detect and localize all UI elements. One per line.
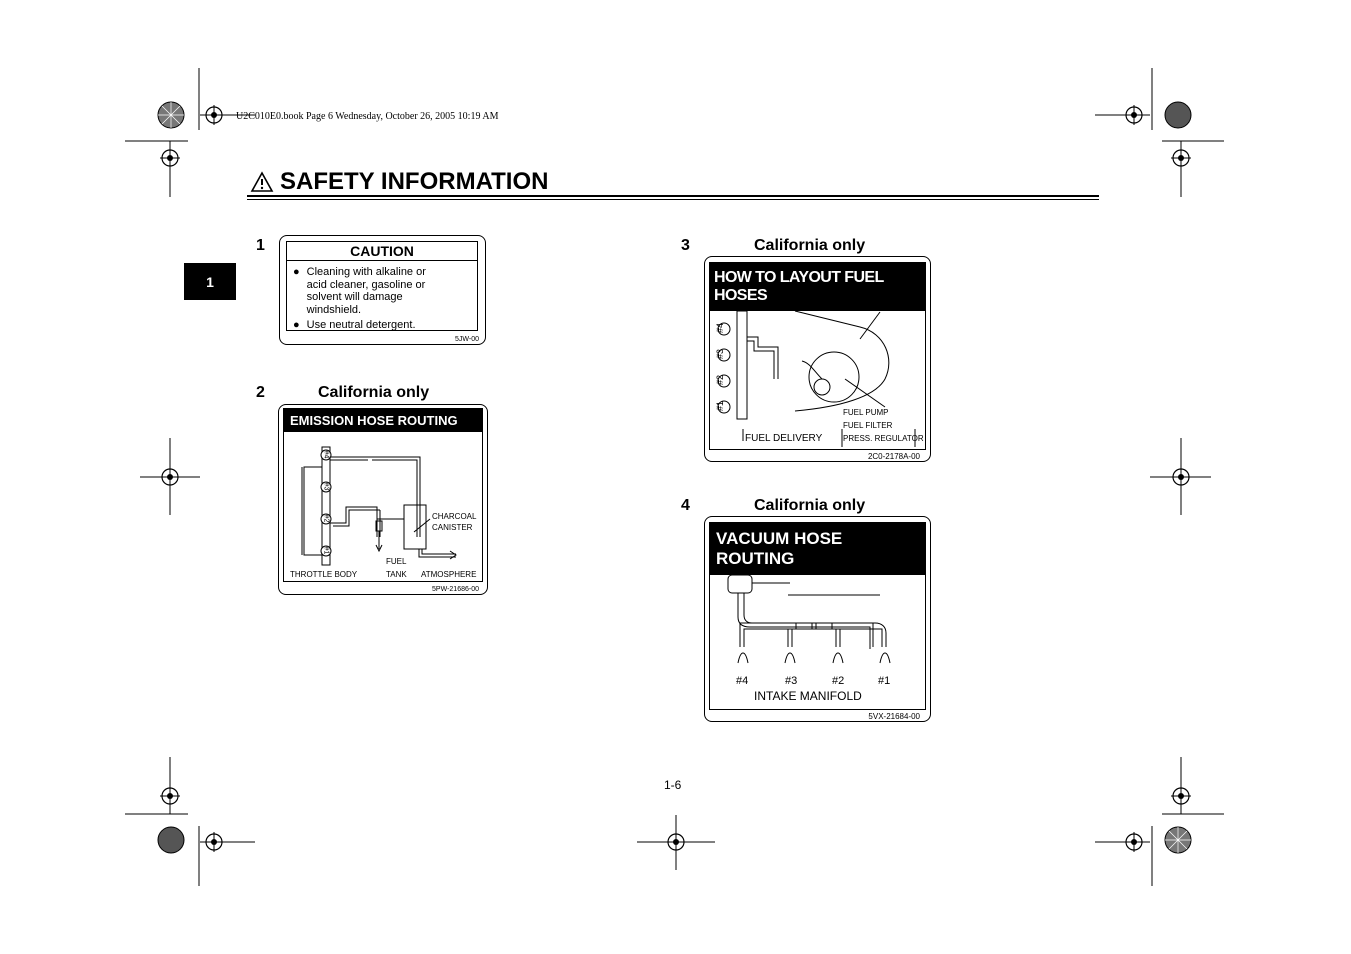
- warning-triangle-icon: [250, 171, 274, 193]
- fuel-delivery-text: FUEL DELIVERY: [745, 433, 823, 444]
- caution-bullet: ● Use neutral detergent.: [293, 319, 416, 331]
- atmosphere-text: ATMOSPHERE: [421, 570, 477, 579]
- port-label: #2: [715, 374, 726, 386]
- label-2-number: 2: [256, 384, 265, 401]
- label-code: 5VX-21684-00: [868, 712, 920, 721]
- label-4-number: 4: [681, 497, 690, 514]
- label-3-caption: California only: [754, 237, 866, 254]
- title-rule: [247, 195, 1099, 197]
- port-label: #2: [322, 514, 330, 523]
- tank-text: TANK: [386, 570, 407, 579]
- caution-bullet: ● Cleaning with alkaline or acid cleaner, gasoline or solvent will damage windshield.: [293, 266, 426, 316]
- emission-hose-label: [278, 404, 488, 595]
- label-code: 5PW-21686-00: [432, 586, 479, 593]
- charcoal-text: CHARCOAL: [432, 512, 477, 521]
- port-label: #4: [736, 675, 749, 687]
- intake-manifold-text: INTAKE MANIFOLD: [754, 689, 862, 703]
- emission-heading: EMISSION HOSE ROUTING: [284, 409, 482, 432]
- emission-diagram: [284, 437, 482, 581]
- port-label: #3: [715, 348, 726, 360]
- label-2-caption: California only: [318, 384, 430, 401]
- fuel-text: FUEL: [386, 557, 407, 566]
- page-title: SAFETY INFORMATION: [280, 168, 549, 195]
- title-rule-thin: [247, 199, 1099, 200]
- fuel-filter-text: FUEL FILTER: [843, 421, 893, 430]
- port-label: #2: [832, 675, 845, 687]
- chapter-tab: 1: [184, 263, 236, 300]
- fuel-hoses-diagram: [710, 299, 925, 449]
- port-label: #3: [322, 482, 330, 491]
- label-code: 5JW-00: [455, 336, 479, 343]
- label-4-caption: California only: [754, 497, 866, 514]
- vacuum-hose-label: [704, 516, 931, 722]
- fuel-pump-text: FUEL PUMP: [843, 408, 889, 417]
- fuel-tank-text: FUEL TANK: [856, 299, 910, 310]
- press-sensor-text: PRESS. SENSOR: [790, 566, 880, 578]
- vacuum-heading: VACUUM HOSE ROUTING: [710, 523, 925, 575]
- caution-text: [293, 266, 459, 332]
- page-title-block: [250, 168, 548, 196]
- canister-text: CANISTER: [432, 523, 473, 532]
- fuel-hoses-heading: HOW TO LAYOUT FUEL HOSES: [710, 263, 925, 311]
- document-header-meta: U2C010E0.book Page 6 Wednesday, October 26, 2005 10:19 AM: [236, 111, 499, 122]
- label-1-number: 1: [256, 237, 265, 254]
- caution-heading: CAUTION: [287, 242, 477, 261]
- port-label: #3: [785, 675, 798, 687]
- port-label: #1: [878, 675, 891, 687]
- throttle-body-text: THROTTLE BODY: [290, 570, 358, 579]
- press-regulator-text: PRESS. REGULATOR: [843, 434, 924, 443]
- label-code: 2C0-2178A-00: [867, 452, 920, 461]
- port-label: #4: [322, 450, 330, 459]
- caution-label: [279, 235, 486, 345]
- port-label: #1: [715, 400, 726, 412]
- label-3-number: 3: [681, 237, 690, 254]
- fuel-hoses-label: [704, 256, 931, 462]
- port-label: #1: [322, 546, 330, 555]
- page-number: 1-6: [664, 778, 682, 792]
- port-label: #4: [715, 322, 726, 334]
